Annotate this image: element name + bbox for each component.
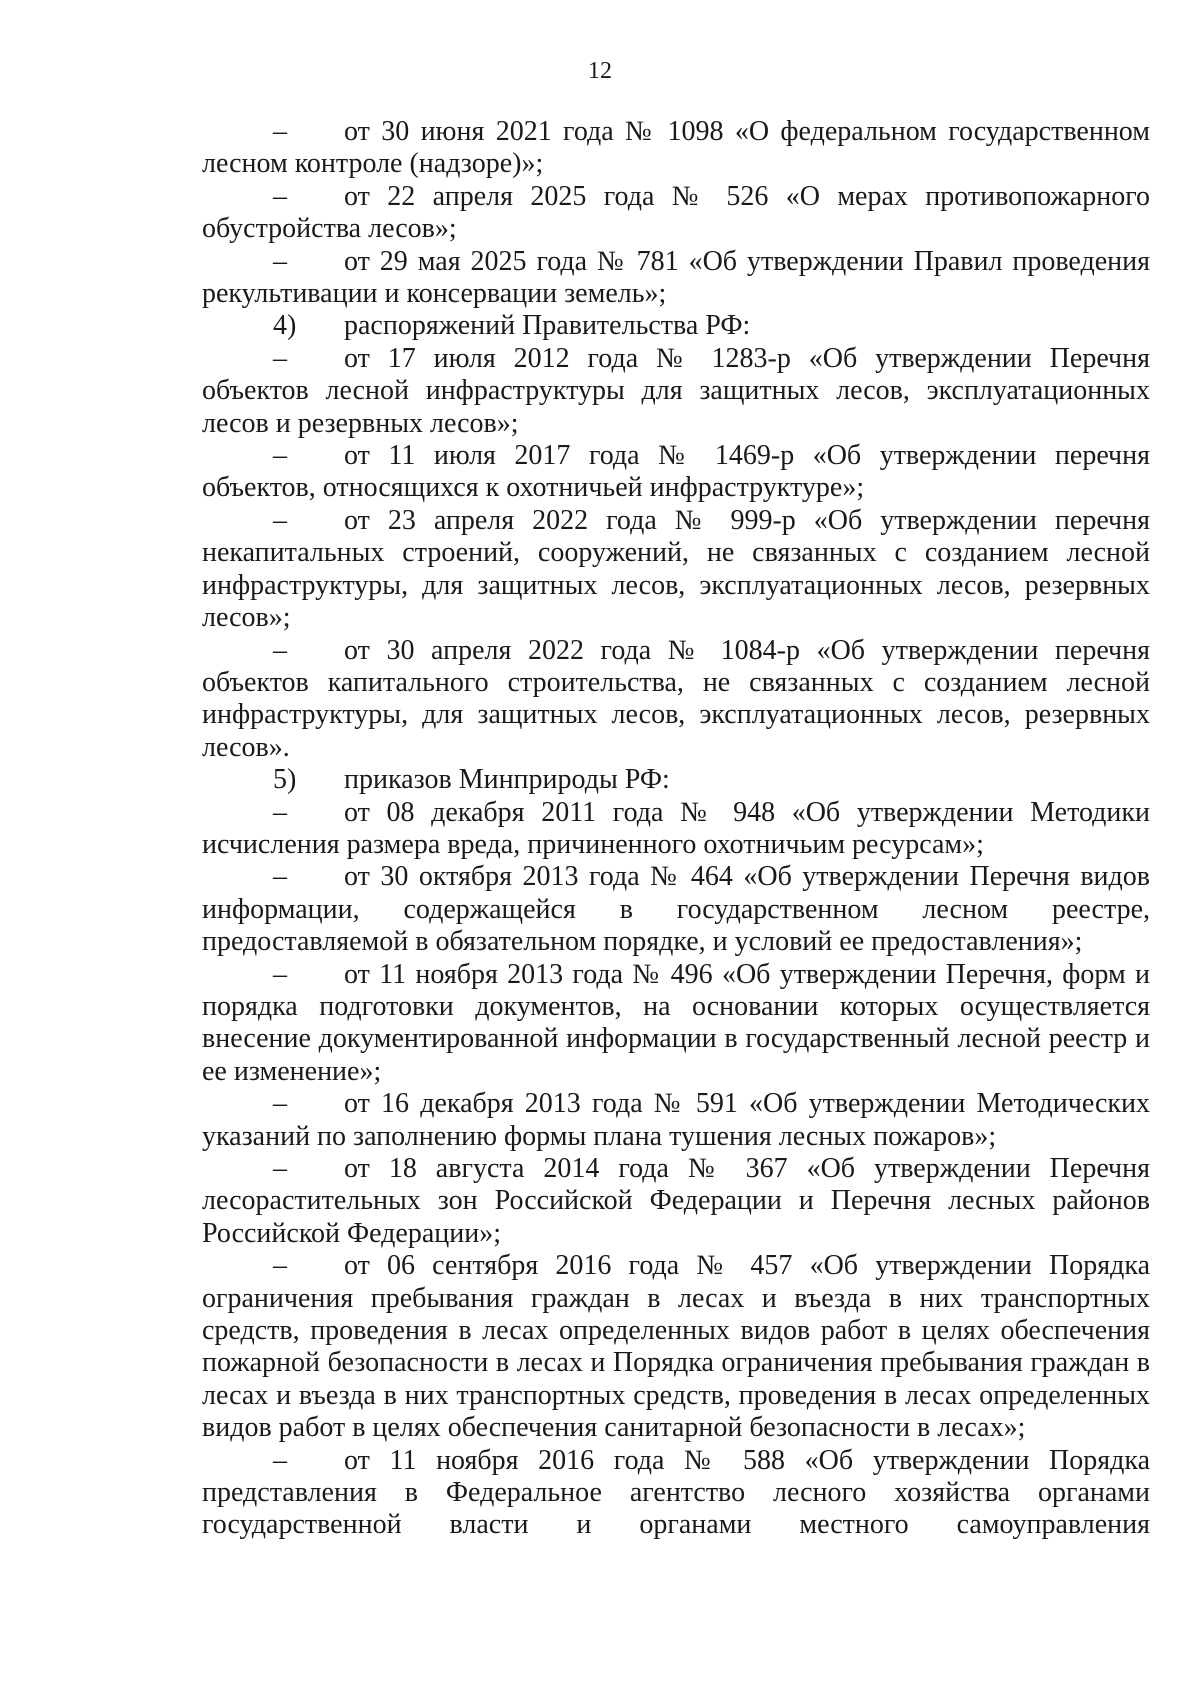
list-marker: – <box>273 245 287 277</box>
list-marker: – <box>273 1250 287 1282</box>
list-item-text: от 17 июля 2012 года № 1283-р «Об утверждении Перечня объектов лесной инфраструктуры для защитных лесов, эксплуатационных лесов и резервных лесов»; <box>202 342 1150 439</box>
list-marker: – <box>273 958 287 990</box>
list-item-text: от 23 апреля 2022 года № 999-р «Об утверждении перечня некапитальных строений, сооружений, не связанных с созданием лесной инфраструктуры, для защитных лесов, эксплуатационных лесов, резервных лесов»; <box>202 504 1150 634</box>
list-marker: 5) <box>273 764 297 796</box>
page-number: 12 <box>588 58 612 84</box>
list-item <box>202 440 1150 505</box>
list-item-text: от 30 октября 2013 года № 464 «Об утверждении Перечня видов информации, содержащейся в государственном лесном реестре, предоставляемой в обязательном порядке, и условий ее предоставления»; <box>202 861 1150 958</box>
list-item <box>202 343 1150 440</box>
document-body <box>202 116 1150 1542</box>
list-marker: – <box>273 180 287 212</box>
list-marker: – <box>273 1153 287 1184</box>
list-marker: – <box>273 634 287 666</box>
list-item-text: от 29 мая 2025 года № 781 «Об утверждении Правил проведения рекультивации и консервации земель»; <box>202 245 1150 310</box>
list-item-text: от 11 июля 2017 года № 1469-р «Об утверждении перечня объектов, относящихся к охотничьей инфраструктуре»; <box>202 440 1150 504</box>
list-item-text: от 22 апреля 2025 года № 526 «О мерах противопожарного обустройства лесов»; <box>202 180 1150 245</box>
list-item <box>202 1250 1150 1444</box>
list-marker: – <box>273 796 287 828</box>
list-marker: – <box>273 1444 287 1476</box>
list-marker: – <box>273 440 287 472</box>
list-item-text: от 08 декабря 2011 года № 948 «Об утверждении Методики исчисления размера вреда, причиненного охотничьим ресурсам»; <box>202 796 1150 860</box>
list-marker: – <box>273 342 287 374</box>
list-item <box>202 246 1150 311</box>
list-item-text: от 06 сентября 2016 года № 457 «Об утверждении Порядка ограничения пребывания граждан в лесах и въезда в них транспортных средств, проведения в лесах определенных видов работ в целях обеспечения пожарной безопасности в лесах и Порядка ограничения пребывания граждан в лесах и въезда в них транспортных средств, проведения в лесах определенных видов работ в целях обеспечения санитарной безопасности в лесах»; <box>202 1250 1150 1444</box>
list-item <box>202 505 1150 635</box>
list-item-text: от 18 августа 2014 года № 367 «Об утверждении Перечня лесорастительных зон Российской Федерации и Перечня лесных районов Российской Федерации»; <box>202 1153 1150 1249</box>
list-item <box>202 635 1150 765</box>
list-item <box>202 181 1150 246</box>
list-marker: – <box>273 1088 287 1120</box>
list-item-text: от 30 апреля 2022 года № 1084-р «Об утверждении перечня объектов капитального строительства, не связанных с созданием лесной инфраструктуры, для защитных лесов, эксплуатационных лесов, резервных лесов». <box>202 634 1150 763</box>
list-item <box>202 1088 1150 1153</box>
section-heading <box>202 310 1150 342</box>
list-item <box>202 1445 1150 1542</box>
list-item <box>202 797 1150 862</box>
list-item-text: от 30 июня 2021 года № 1098 «О федеральном государственном лесном контроле (надзоре)»; <box>202 116 1150 180</box>
list-marker: – <box>273 861 287 893</box>
list-item-text: распоряжений Правительства РФ: <box>344 310 751 342</box>
list-item-text: от 11 ноября 2016 года № 588 «Об утверждении Порядка представления в Федеральное агентство лесного хозяйства органами государственной власти и органами местного самоуправления <box>202 1444 1150 1541</box>
list-item <box>202 116 1150 181</box>
list-marker: – <box>273 504 287 536</box>
section-heading <box>202 764 1150 796</box>
list-marker: – <box>273 116 287 147</box>
list-item <box>202 861 1150 958</box>
list-item-text: от 16 декабря 2013 года № 591 «Об утверждении Методических указаний по заполнению формы плана тушения лесных пожаров»; <box>202 1088 1150 1152</box>
list-item-text: от 11 ноября 2013 года № 496 «Об утверждении Перечня, форм и порядка подготовки документов, на основании которых осуществляется внесение документированной информации в государственный лесной реестр и ее изменение»; <box>202 958 1150 1087</box>
list-item <box>202 1153 1150 1250</box>
list-item <box>202 959 1150 1089</box>
list-item-text: приказов Минприроды РФ: <box>344 764 670 796</box>
list-marker: 4) <box>273 310 297 342</box>
